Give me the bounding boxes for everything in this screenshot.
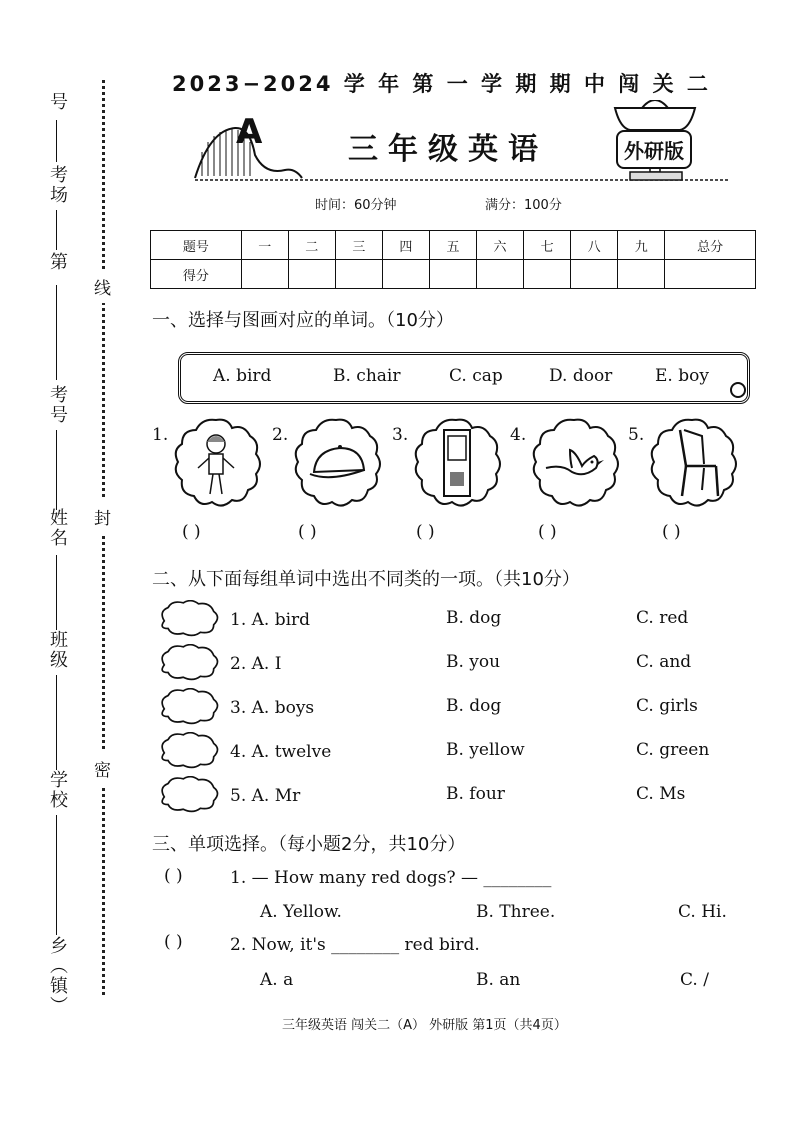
score-table-score-row — [151, 260, 756, 289]
field-room-label: 考场 — [47, 165, 68, 205]
score-cell: 总分 — [665, 231, 756, 260]
field-town-label: 乡（镇） — [47, 936, 68, 1016]
option-a: 2. A. I — [230, 654, 282, 674]
picture-number: 3. — [392, 425, 409, 445]
score-cell: 题号 — [151, 231, 242, 260]
section2-title: 二、从下面每组单词中选出不同类的一项。（共10分） — [152, 569, 580, 590]
full-score: 满分：100分 — [485, 198, 562, 213]
field-candidate-no-label: 考号 — [47, 385, 68, 425]
option-b: B. dog — [446, 696, 502, 716]
cloud-icon — [156, 688, 222, 726]
cloud-icon — [156, 732, 222, 770]
word-option: E. boy — [655, 366, 709, 386]
option-a: 1. A. bird — [230, 610, 311, 630]
score-entry[interactable] — [429, 260, 476, 289]
answer-paren[interactable]: ( ) — [182, 522, 201, 542]
town-line — [56, 815, 57, 935]
option-c: C. girls — [636, 696, 698, 716]
word-option: D. door — [549, 366, 613, 386]
score-table-header-row — [151, 231, 756, 260]
bird-icon — [528, 416, 620, 508]
picture-number: 1. — [152, 425, 169, 445]
score-cell: 五 — [429, 231, 476, 260]
cap-icon — [290, 416, 382, 508]
score-entry[interactable] — [241, 260, 288, 289]
seal-char-feng: 封 — [94, 500, 111, 533]
score-cell: 七 — [524, 231, 571, 260]
field-school-label: 学校 — [47, 770, 68, 810]
option-a: A. Yellow. — [260, 902, 342, 922]
option-b: B. four — [446, 784, 505, 804]
word-option: A. bird — [213, 366, 272, 386]
exam-time: 时间：60分钟 — [315, 198, 397, 213]
picture-number: 2. — [272, 425, 289, 445]
score-entry[interactable] — [571, 260, 618, 289]
option-b: B. an — [476, 970, 521, 990]
option-b: B. dog — [446, 608, 502, 628]
score-cell: 九 — [618, 231, 665, 260]
score-row-label: 得分 — [151, 260, 242, 289]
option-c: C. and — [636, 652, 692, 672]
option-a: 3. A. boys — [230, 698, 315, 718]
boy-icon — [170, 416, 262, 508]
exam-period-title: 2023−2024 学 年 第 一 学 期 期 中 闯 关 二 — [172, 72, 711, 96]
level-badge: A — [236, 112, 263, 152]
option-b: B. Three. — [476, 902, 556, 922]
field-exam-no-label: 号 — [47, 92, 68, 112]
ring-icon — [728, 380, 748, 400]
edition-badge: 外研版 — [616, 130, 692, 169]
option-c: C. red — [636, 608, 689, 628]
word-option: B. chair — [333, 366, 401, 386]
option-c: C. Ms — [636, 784, 686, 804]
question-stem: 2. Now, it's ________ red bird. — [230, 935, 480, 955]
word-option: C. cap — [449, 366, 503, 386]
section1-title: 一、选择与图画对应的单词。（10分） — [152, 310, 454, 331]
score-entry[interactable] — [335, 260, 382, 289]
field-name-label: 姓名 — [47, 508, 68, 548]
score-cell: 二 — [288, 231, 335, 260]
option-a: 5. A. Mr — [230, 786, 301, 806]
score-entry[interactable] — [288, 260, 335, 289]
subject-title: 三年级英语 — [348, 132, 548, 167]
score-table — [150, 230, 756, 289]
school-line — [56, 675, 57, 770]
option-c: C. / — [680, 970, 709, 990]
section3-title: 三、单项选择。（每小题2分，共10分） — [152, 834, 466, 855]
score-cell: 一 — [241, 231, 288, 260]
picture-number: 4. — [510, 425, 527, 445]
score-entry[interactable] — [382, 260, 429, 289]
seal-dotted-line — [102, 80, 105, 995]
score-cell: 六 — [477, 231, 524, 260]
cloud-icon — [156, 644, 222, 682]
score-cell: 八 — [571, 231, 618, 260]
answer-paren[interactable]: ( ) — [662, 522, 681, 542]
seal-char-line: 线 — [94, 270, 111, 303]
class-line — [56, 555, 57, 630]
chair-icon — [646, 416, 738, 508]
cloud-icon — [156, 600, 222, 638]
door-icon — [410, 416, 502, 508]
answer-paren[interactable]: ( ) — [538, 522, 557, 542]
candidate-no-line — [56, 285, 57, 380]
option-b: B. you — [446, 652, 501, 672]
room-line — [56, 210, 57, 250]
option-a: 4. A. twelve — [230, 742, 332, 762]
answer-paren[interactable]: ( ) — [164, 866, 183, 886]
answer-paren[interactable]: ( ) — [298, 522, 317, 542]
page-footer: 三年级英语 闯关二（A） 外研版 第1页（共4页） — [282, 1018, 567, 1033]
field-seat-prefix: 第 — [47, 252, 68, 272]
option-c: C. green — [636, 740, 710, 760]
score-entry[interactable] — [477, 260, 524, 289]
name-line — [56, 430, 57, 510]
word-options-box — [178, 352, 750, 404]
question-stem: 1. — How many red dogs? — ________ — [230, 868, 552, 888]
option-c: C. Hi. — [678, 902, 727, 922]
score-entry[interactable] — [665, 260, 756, 289]
seal-char-mi: 密 — [94, 752, 111, 785]
cloud-icon — [156, 776, 222, 814]
score-entry[interactable] — [524, 260, 571, 289]
field-class-label: 班级 — [47, 630, 68, 670]
score-entry[interactable] — [618, 260, 665, 289]
picture-number: 5. — [628, 425, 645, 445]
exam-no-line — [56, 120, 57, 162]
answer-paren[interactable]: ( ) — [416, 522, 435, 542]
option-b: B. yellow — [446, 740, 525, 760]
score-cell: 四 — [382, 231, 429, 260]
option-a: A. a — [260, 970, 294, 990]
answer-paren[interactable]: ( ) — [164, 932, 183, 952]
score-cell: 三 — [335, 231, 382, 260]
